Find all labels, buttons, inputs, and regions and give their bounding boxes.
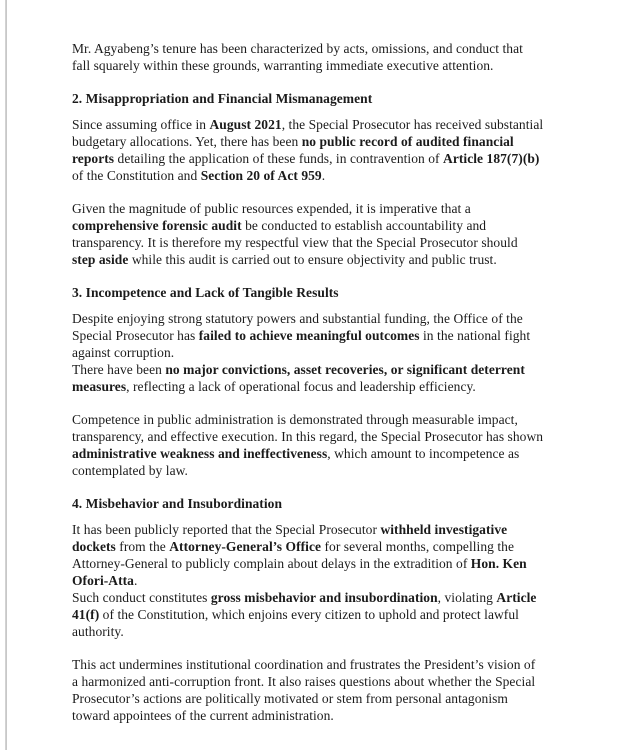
text-line: measures, reflecting a lack of operational focus and leadership efficiency. <box>72 379 476 394</box>
text-line: contemplated by law. <box>72 463 188 478</box>
text-line: There have been no major convictions, asset recoveries, or significant deterrent <box>72 362 525 377</box>
section-heading: 2. Misappropriation and Financial Mismanagement <box>72 91 373 106</box>
text-line: Attorney-General to publicly complain about delays in the extradition of Hon. Ken <box>72 556 527 571</box>
text-line: reports detailing the application of these funds, in contravention of Article 187(7)(b) <box>72 151 540 166</box>
text-line: step aside while this audit is carried out to ensure objectivity and public trust. <box>72 252 497 267</box>
text-line: Special Prosecutor has failed to achieve meaningful outcomes in the national fight <box>72 328 531 343</box>
text-line: This act undermines institutional coordination and frustrates the President’s vision of <box>72 657 536 672</box>
text-line: authority. <box>72 624 124 639</box>
text-line: administrative weakness and ineffectiveness, which amount to incompetence as <box>72 446 520 461</box>
text-line: Prosecutor’s actions are politically motivated or stem from personal antagonism <box>72 691 508 706</box>
text-line: transparency. It is therefore my respectful view that the Special Prosecutor should <box>72 235 518 250</box>
text-line: Competence in public administration is demonstrated through measurable impact, <box>72 412 518 427</box>
paragraph <box>72 200 612 268</box>
text-line: It has been publicly reported that the Special Prosecutor withheld investigative <box>72 522 508 537</box>
text-line: Since assuming office in August 2021, the Special Prosecutor has received substantial <box>72 117 544 132</box>
text-line: dockets from the Attorney-General’s Office for several months, compelling the <box>72 539 515 554</box>
text-line: budgetary allocations. Yet, there has been no public record of audited financial <box>72 134 514 149</box>
paragraph <box>72 411 612 479</box>
text-line: Given the magnitude of public resources expended, it is imperative that a <box>72 201 471 216</box>
text-line: a harmonized anti-corruption front. It also raises questions about whether the Special <box>72 674 536 689</box>
paragraph <box>72 116 612 184</box>
section-heading: 4. Misbehavior and Insubordination <box>72 496 283 511</box>
text-line: against corruption. <box>72 345 175 360</box>
text-line: fall squarely within these grounds, warranting immediate executive attention. <box>72 58 494 73</box>
text-line: transparency, and effective execution. In this regard, the Special Prosecutor has shown <box>72 429 544 444</box>
paragraph <box>72 310 612 395</box>
text-line: comprehensive forensic audit be conducted to establish accountability and <box>72 218 487 233</box>
paragraph <box>72 656 612 724</box>
text-line: of the Constitution and Section 20 of Act 959. <box>72 168 326 183</box>
text-line: 41(f) of the Constitution, which enjoins every citizen to uphold and protect lawful <box>72 607 519 622</box>
paragraph <box>72 521 612 640</box>
text-line: Mr. Agyabeng’s tenure has been characterized by acts, omissions, and conduct that <box>72 41 523 56</box>
document-body <box>72 40 612 740</box>
text-line: Ofori-Atta. <box>72 573 138 588</box>
scan-edge-line <box>5 0 7 750</box>
text-line: Such conduct constitutes gross misbehavior and insubordination, violating Article <box>72 590 537 605</box>
text-line: Despite enjoying strong statutory powers and substantial funding, the Office of the <box>72 311 523 326</box>
text-line: toward appointees of the current administration. <box>72 708 334 723</box>
section-heading: 3. Incompetence and Lack of Tangible Results <box>72 285 339 300</box>
paragraph <box>72 40 612 74</box>
